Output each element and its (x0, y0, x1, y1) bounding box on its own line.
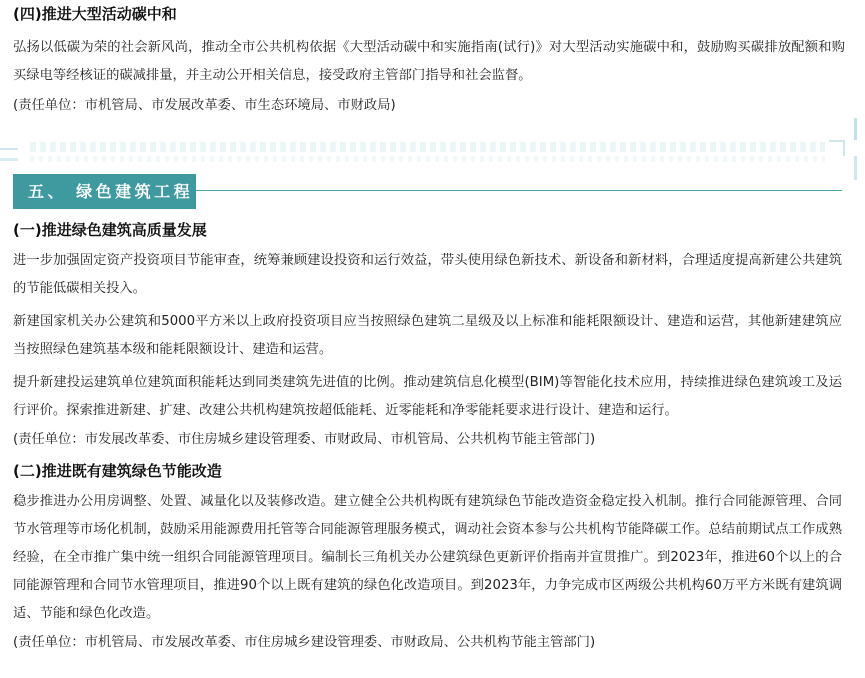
part1-paragraph-3: 提升新建投运建筑单位建筑面积能耗达到同类建筑先进值的比例。推动建筑信息化模型(BIM)等智能化技术应用，持续推进绿色建筑竣工及运行评价。探索推进新建、扩建、改建公共机构建筑按超低能耗、近零能耗和净零能耗要求进行设计、建造和运行。 (13, 375, 842, 418)
divider-dashes (30, 156, 825, 162)
part2-responsible-units: (责任单位：市机管局、市发展改革委、市住房城乡建设管理委、市财政局、公共机构节能主管部门) (13, 635, 596, 650)
part4-heading: (四)推进大型活动碳中和 (13, 5, 177, 23)
part4-paragraph: 弘扬以低碳为荣的社会新风尚，推动全市公共机构依据《大型活动碳中和实施指南(试行)》对大型活动实施碳中和，鼓励购买碳排放配额和购买绿电等经核证的碳减排量，并主动公开相关信息，接受政府主管部门指导和社会监督。 (13, 40, 845, 83)
part4-block (13, 0, 845, 117)
section-rule (196, 190, 842, 191)
part1-paragraph-2: 新建国家机关办公建筑和5000平方米以上政府投资项目应当按照绿色建筑二星级及以上标准和能耗限额设计、建造和运营，其他新建建筑应当按照绿色建筑基本级和能耗限额设计、建造和运营。 (13, 314, 842, 357)
section-five-header (13, 174, 842, 209)
divider-line (854, 118, 857, 140)
section-five-title: 五、 绿色建筑工程 (13, 174, 196, 209)
divider-line (854, 156, 865, 180)
part2-paragraph: 稳步推进办公用房调整、处置、减量化以及装修改造。建立健全公共机构既有建筑绿色节能改造资金稳定投入机制。推行合同能源管理、合同节水管理等市场化机制，鼓励采用能源费用托管等合同能源管理服务模式，调动社会资本参与公共机构节能降碳工作。总结前期试点工作成熟经验，在全市推广集中统一组织合同能源管理项目。编制长三角机关办公建筑绿色更新评价指南并宣贯推广。到2023年，推进60个以上的合同能源管理和合同节水管理项目，推进90个以上既有建筑的绿色化改造项目。到2023年，力争完成市区两级公共机构60万平方米既有建筑调适、节能和绿色化改造。 (13, 494, 842, 621)
divider-line (0, 148, 18, 150)
part1-paragraph-1: 进一步加强固定资产投资项目节能审查，统筹兼顾建设投资和运行效益，带头使用绿色新技术、新设备和新材料，合理适度提高新建公共建筑的节能低碳相关投入。 (13, 253, 842, 296)
divider-dashes (30, 142, 825, 152)
part4-responsible-units: (责任单位：市机管局、市发展改革委、市生态环境局、市财政局) (13, 98, 396, 113)
part1-responsible-units: (责任单位：市发展改革委、市住房城乡建设管理委、市财政局、市机管局、公共机构节能主管部门) (13, 432, 596, 447)
divider-line (0, 158, 18, 161)
section-five-body (13, 219, 842, 654)
part1-heading: (一)推进绿色建筑高质量发展 (13, 221, 207, 239)
decorative-divider (0, 118, 865, 180)
part2-heading: (二)推进既有建筑绿色节能改造 (13, 462, 222, 480)
divider-bracket (829, 140, 845, 156)
